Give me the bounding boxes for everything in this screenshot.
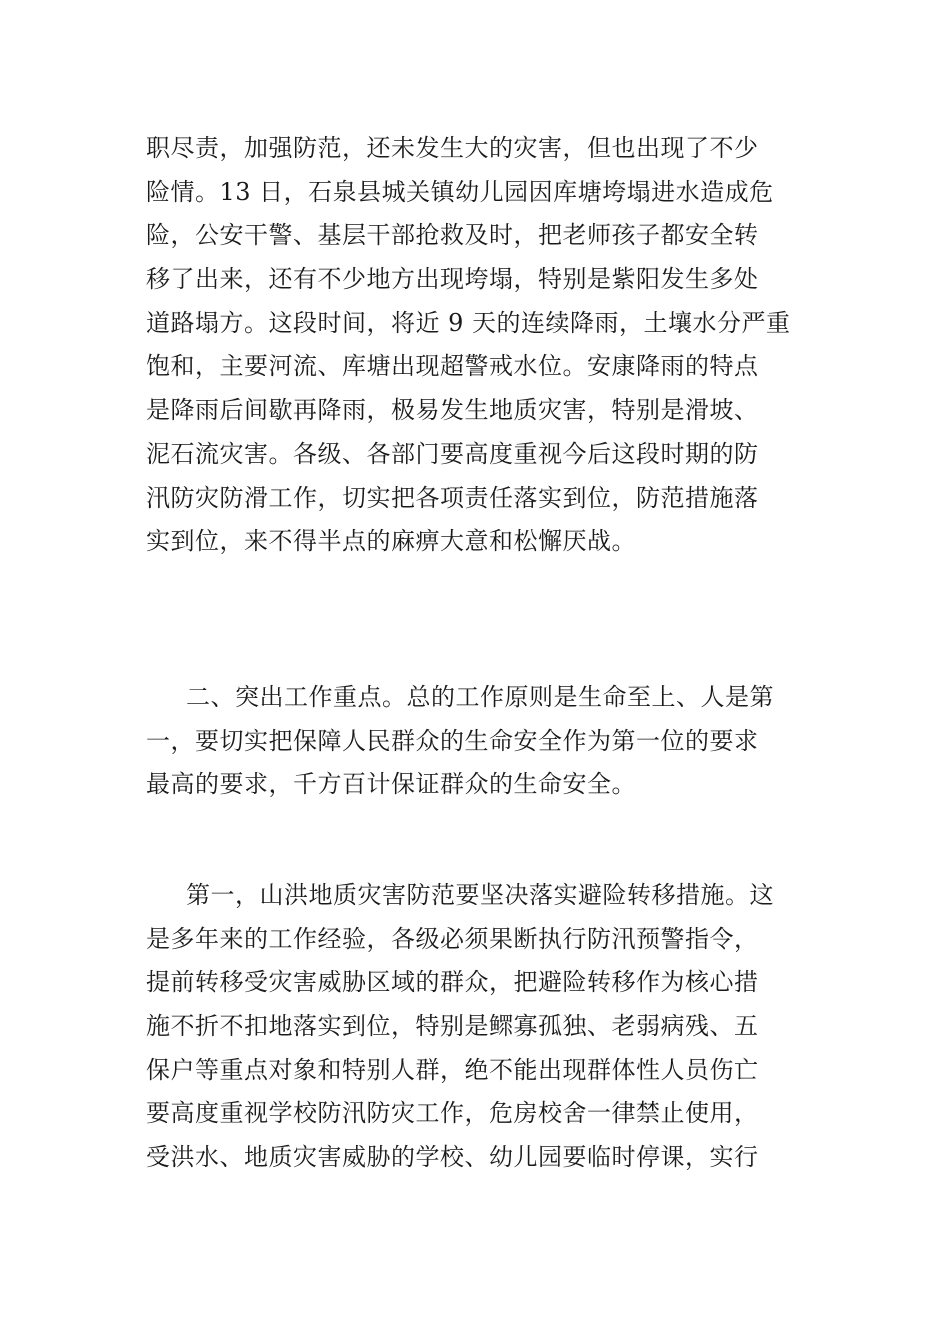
text-line: 二、突出工作重点。总的工作原则是生命至上、人是第: [186, 683, 774, 711]
text-line: 第一，山洪地质灾害防范要坚决落实避险转移措施。这: [186, 881, 774, 909]
text-line: 是多年来的工作经验，各级必须果断执行防汛预警指令，: [146, 924, 759, 953]
paragraph-disaster-situation: [146, 127, 826, 564]
text-line: 要高度重视学校防汛防灾工作，危房校舍一律禁止使用，: [146, 1099, 759, 1128]
text-line: 职尽责，加强防范，还未发生大的灾害，但也出现了不少: [146, 134, 759, 162]
text-line: 保户等重点对象和特别人群，绝不能出现群体性人员伤亡: [146, 1055, 759, 1084]
text-line: 移了出来，还有不少地方出现垮塌，特别是紫阳发生多处: [146, 265, 759, 294]
text-line: 提前转移受灾害威胁区域的群众，把避险转移作为核心措: [146, 968, 759, 997]
text-line: 险，公安干警、基层干部抢救及时，把老师孩子都安全转: [146, 221, 759, 250]
text-line: 道路塌方。这段时间，将近 9 天的连续降雨，土壤水分严重: [146, 308, 791, 337]
text-line: 是降雨后间歇再降雨，极易发生地质灾害，特别是滑坡、: [146, 396, 759, 425]
text-line: 泥石流灾害。各级、各部门要高度重视今后这段时期的防: [146, 439, 759, 468]
text-line: 一，要切实把保障人民群众的生命安全作为第一位的要求: [146, 726, 759, 755]
text-line: 受洪水、地质灾害威胁的学校、幼儿园要临时停课，实行: [146, 1143, 759, 1172]
text-line: 饱和，主要河流、库塘出现超警戒水位。安康降雨的特点: [146, 352, 759, 381]
text-line: 最高的要求，千方百计保证群众的生命安全。: [146, 770, 636, 799]
text-line: 施不折不扣地落实到位，特别是鳏寡孤独、老弱病残、五: [146, 1012, 759, 1041]
text-line: 实到位，来不得半点的麻痹大意和松懈厌战。: [146, 527, 636, 556]
text-line: 汛防灾防滑工作，切实把各项责任落实到位，防范措施落: [146, 483, 759, 512]
paragraph-evacuation-measures: [146, 874, 826, 1180]
text-line: 险情。13 日，石泉县城关镇幼儿园因库塘垮塌进水造成危: [146, 177, 774, 206]
paragraph-work-priorities: [146, 676, 826, 807]
